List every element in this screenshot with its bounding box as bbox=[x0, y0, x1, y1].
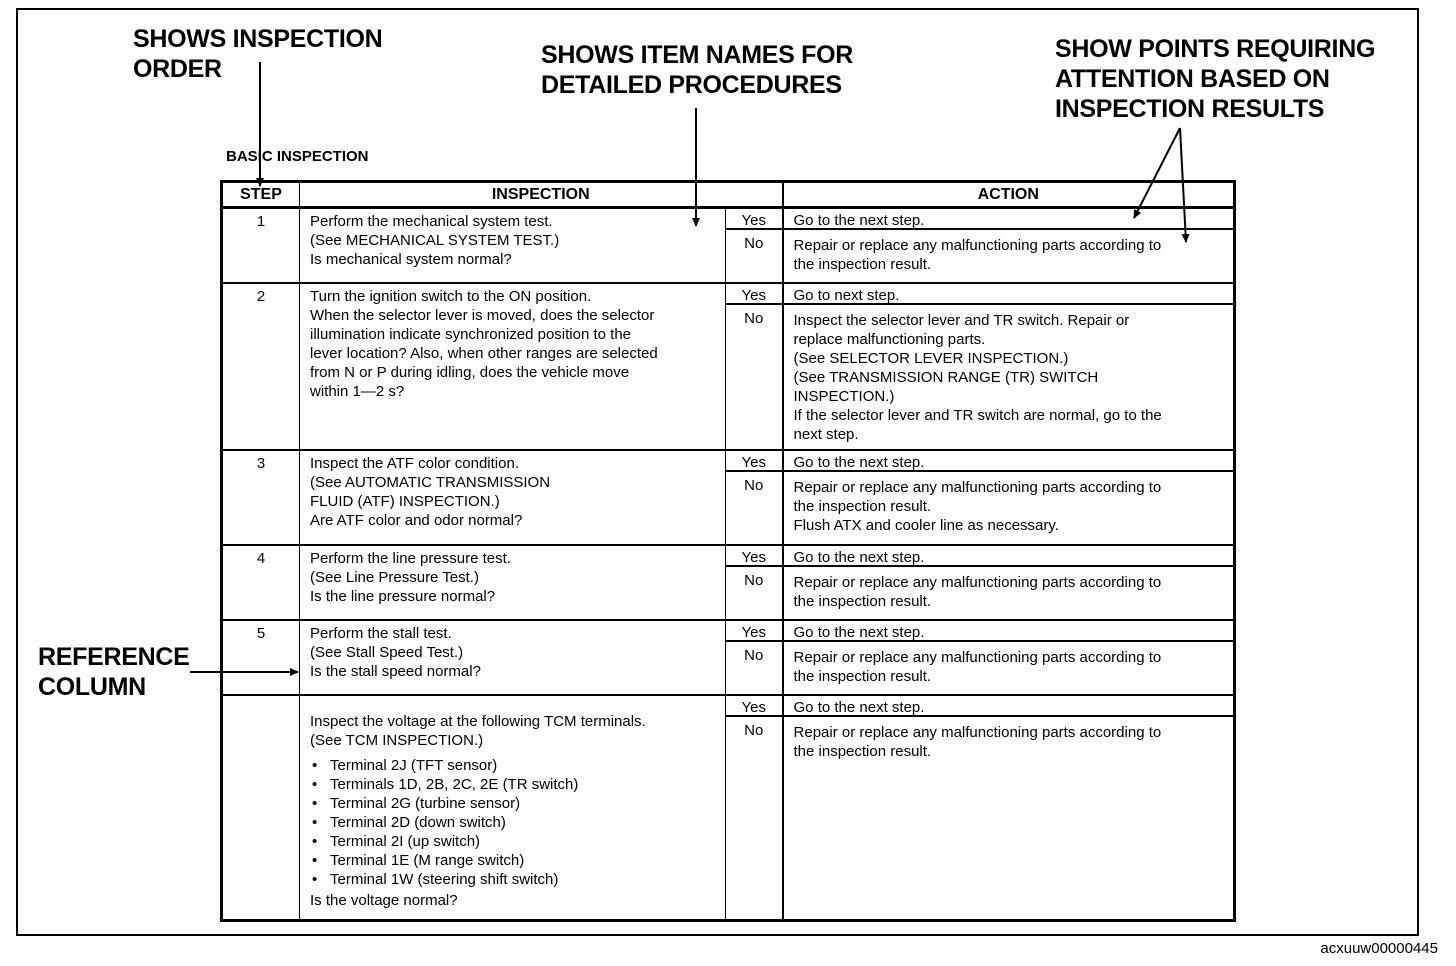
header-action: ACTION bbox=[783, 182, 1235, 208]
yes-label: Yes bbox=[726, 284, 782, 305]
terminal-item: • Terminal 2G (turbine sensor) bbox=[330, 794, 719, 813]
step-number: 5 bbox=[222, 620, 300, 695]
image-id: acxuuw00000445 bbox=[1320, 940, 1438, 957]
inspection-line: from N or P during idling, does the vehicle move bbox=[310, 363, 630, 381]
terminal-item: • Terminal 2J (TFT sensor) bbox=[330, 756, 719, 775]
no-label: No bbox=[744, 571, 764, 589]
no-action-line: Repair or replace any malfunctioning parts according to bbox=[793, 723, 1162, 741]
inspection-line: Perform the mechanical system test. bbox=[310, 213, 553, 230]
inspection-line: FLUID (ATF) INSPECTION.) bbox=[310, 492, 500, 510]
yes-label: Yes bbox=[726, 696, 782, 717]
inspection-line: within 1—2 s? bbox=[310, 382, 405, 400]
no-action-line: the inspection result. bbox=[793, 667, 932, 685]
callout-line: ORDER bbox=[133, 55, 222, 83]
inspection-question: Is the voltage normal? bbox=[310, 891, 458, 909]
inspection-line: Inspect the voltage at the following TCM terminals. bbox=[310, 712, 646, 730]
inspection-line: Is the stall speed normal? bbox=[310, 662, 481, 680]
step-number: 1 bbox=[222, 208, 300, 283]
yes-label: Yes bbox=[726, 451, 782, 472]
inspection-line: Turn the ignition switch to the ON position. bbox=[310, 287, 592, 305]
no-action-line: the inspection result. bbox=[793, 742, 932, 760]
inspection-line: Are ATF color and odor normal? bbox=[310, 511, 523, 529]
inspection-line: Perform the line pressure test. bbox=[310, 549, 511, 567]
inspection-line: (See MECHANICAL SYSTEM TEST.) bbox=[310, 232, 560, 249]
no-action-line: Repair or replace any malfunctioning parts according to bbox=[793, 573, 1162, 591]
no-label: No bbox=[744, 476, 764, 494]
no-action-line: (See SELECTOR LEVER INSPECTION.) bbox=[793, 349, 1069, 367]
inspection-line: When the selector lever is moved, does the selector bbox=[310, 306, 655, 324]
step-number: 2 bbox=[222, 283, 300, 450]
inspection-line: Perform the stall test. bbox=[310, 624, 452, 642]
yes-action: Go to the next step. bbox=[784, 209, 1234, 230]
terminal-item: • Terminal 1W (steering shift switch) bbox=[330, 870, 719, 889]
no-action-line: If the selector lever and TR switch are normal, go to the bbox=[793, 406, 1162, 424]
no-action-line: Repair or replace any malfunctioning parts according to bbox=[793, 237, 1162, 254]
yes-label: Yes bbox=[726, 546, 782, 567]
step-number: 3 bbox=[222, 450, 300, 545]
no-action-line: Repair or replace any malfunctioning parts according to bbox=[793, 478, 1162, 496]
inspection-line: (See AUTOMATIC TRANSMISSION bbox=[310, 473, 551, 491]
yes-label: Yes bbox=[726, 209, 782, 230]
inspection-line: lever location? Also, when other ranges are selected bbox=[310, 344, 658, 362]
step-number: 4 bbox=[222, 545, 300, 620]
callout-line: REFERENCE bbox=[38, 643, 190, 671]
yes-action: Go to the next step. bbox=[784, 546, 1234, 567]
arrow-attention-no bbox=[1180, 128, 1186, 242]
no-action-line: the inspection result. bbox=[793, 256, 932, 273]
inspection-line: (See TCM INSPECTION.) bbox=[310, 731, 484, 749]
yes-action: Go to the next step. bbox=[784, 451, 1234, 472]
terminal-item: • Terminal 2D (down switch) bbox=[330, 813, 719, 832]
header-inspection: INSPECTION bbox=[300, 182, 783, 208]
no-label: No bbox=[744, 235, 764, 252]
no-label: No bbox=[744, 309, 764, 327]
inspection-line: Inspect the ATF color condition. bbox=[310, 454, 519, 472]
no-action-line: Flush ATX and cooler line as necessary. bbox=[793, 516, 1059, 534]
no-label: No bbox=[744, 646, 764, 664]
terminal-item: • Terminal 2I (up switch) bbox=[330, 832, 719, 851]
header-step: STEP bbox=[222, 182, 300, 208]
inspection-line: Is the line pressure normal? bbox=[310, 587, 496, 605]
callout-line: INSPECTION RESULTS bbox=[1055, 95, 1325, 123]
no-action-line: next step. bbox=[793, 425, 859, 443]
inspection-line: illumination indicate synchronized position to the bbox=[310, 325, 632, 343]
table-title: BASIC INSPECTION bbox=[226, 148, 369, 165]
yes-action: Go to the next step. bbox=[784, 696, 1234, 717]
callout-line: COLUMN bbox=[38, 673, 146, 701]
no-label: No bbox=[744, 721, 764, 739]
yes-action: Go to next step. bbox=[784, 284, 1234, 305]
inspection-line: (See Stall Speed Test.) bbox=[310, 643, 464, 661]
callout-line: ATTENTION BASED ON bbox=[1055, 65, 1330, 93]
yes-label: Yes bbox=[726, 621, 782, 642]
inspection-line: (See Line Pressure Test.) bbox=[310, 568, 479, 586]
callout-line: SHOWS ITEM NAMES FOR bbox=[541, 41, 854, 69]
callout-line: SHOWS INSPECTION bbox=[133, 25, 383, 53]
yes-action: Go to the next step. bbox=[784, 621, 1234, 642]
no-action-line: INSPECTION.) bbox=[793, 387, 895, 405]
callout-line: SHOW POINTS REQUIRING bbox=[1055, 35, 1376, 63]
arrow-attention-yes bbox=[1134, 128, 1180, 218]
terminal-item: • Terminal 1E (M range switch) bbox=[330, 851, 719, 870]
no-action-line: (See TRANSMISSION RANGE (TR) SWITCH bbox=[793, 368, 1099, 386]
terminal-item: • Terminals 1D, 2B, 2C, 2E (TR switch) bbox=[330, 775, 719, 794]
no-action-line: Repair or replace any malfunctioning parts according to bbox=[793, 648, 1162, 666]
callout-line: DETAILED PROCEDURES bbox=[541, 71, 842, 99]
no-action-line: the inspection result. bbox=[793, 497, 932, 515]
no-action-line: the inspection result. bbox=[793, 592, 932, 610]
no-action-line: replace malfunctioning parts. bbox=[793, 330, 986, 348]
inspection-line: Is mechanical system normal? bbox=[310, 251, 512, 268]
no-action-line: Inspect the selector lever and TR switch. Repair or bbox=[793, 311, 1130, 329]
